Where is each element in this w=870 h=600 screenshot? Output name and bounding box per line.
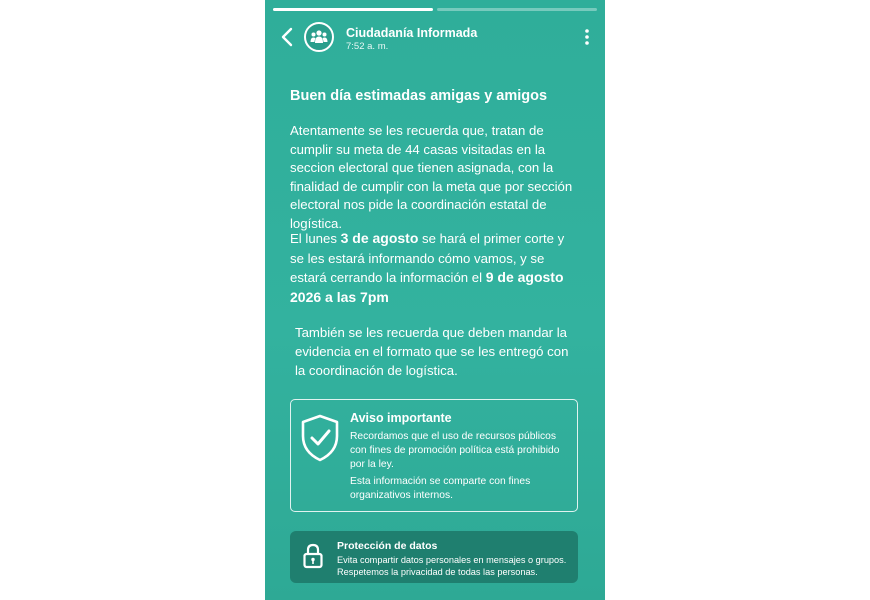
message-paragraph-2 <box>290 229 581 307</box>
privacy-line-1: Evita compartir datos personales en mensajes o grupos. <box>337 555 567 565</box>
story-progress <box>273 8 597 11</box>
group-people-icon <box>309 29 329 45</box>
story-progress-segment-1 <box>273 8 433 11</box>
story-progress-segment-2 <box>437 8 597 11</box>
more-vertical-icon[interactable] <box>583 28 591 46</box>
paragraph-2-text-b: se hará el primer corte y se les estará informando cómo vamos, y se estará cerrando la información el <box>290 231 565 285</box>
notice-body-2: Esta información se comparte con fines organizativos internos. <box>350 476 531 501</box>
message-paragraph-3: También se les recuerda que deben mandar la evidencia en el formato que se les entregó con la coordinación de logística. <box>295 325 569 378</box>
paragraph-2-date-2: 9 de agosto 2026 a las 7pm <box>290 269 564 305</box>
chevron-left-icon[interactable] <box>277 26 299 48</box>
lock-icon <box>302 542 324 570</box>
story-viewer <box>265 0 605 600</box>
privacy-title: Protección de datos <box>337 540 438 552</box>
paragraph-2-text-a: El lunes <box>290 231 341 246</box>
notice-title: Aviso importante <box>350 411 452 425</box>
paragraph-2-date-1: 3 de agosto <box>340 230 419 246</box>
privacy-line-2: Respetemos la privacidad de todas las personas. <box>337 567 538 577</box>
story-progress-fill-1 <box>273 8 433 11</box>
shield-check-icon <box>300 414 340 462</box>
notice-body-1: Recordamos que el uso de recursos públicos con fines de promoción política está prohibido por la ley. <box>350 431 560 470</box>
greeting-text: Buen día estimadas amigas y amigos <box>290 88 548 104</box>
channel-name[interactable]: Ciudadanía Informada <box>346 26 478 40</box>
avatar[interactable] <box>304 22 334 52</box>
data-protection-card <box>290 531 578 583</box>
post-time: 7:52 a. m. <box>346 41 389 52</box>
important-notice-card <box>290 399 578 512</box>
story-header <box>265 20 605 60</box>
message-paragraph-1: Atentamente se les recuerda que, tratan de cumplir su meta de 44 casas visitadas en la seccion electoral que tienen asignada, con la finalidad de cumplir con la meta que por sección electoral nos pide la coordinación estatal de logística. <box>290 123 573 231</box>
